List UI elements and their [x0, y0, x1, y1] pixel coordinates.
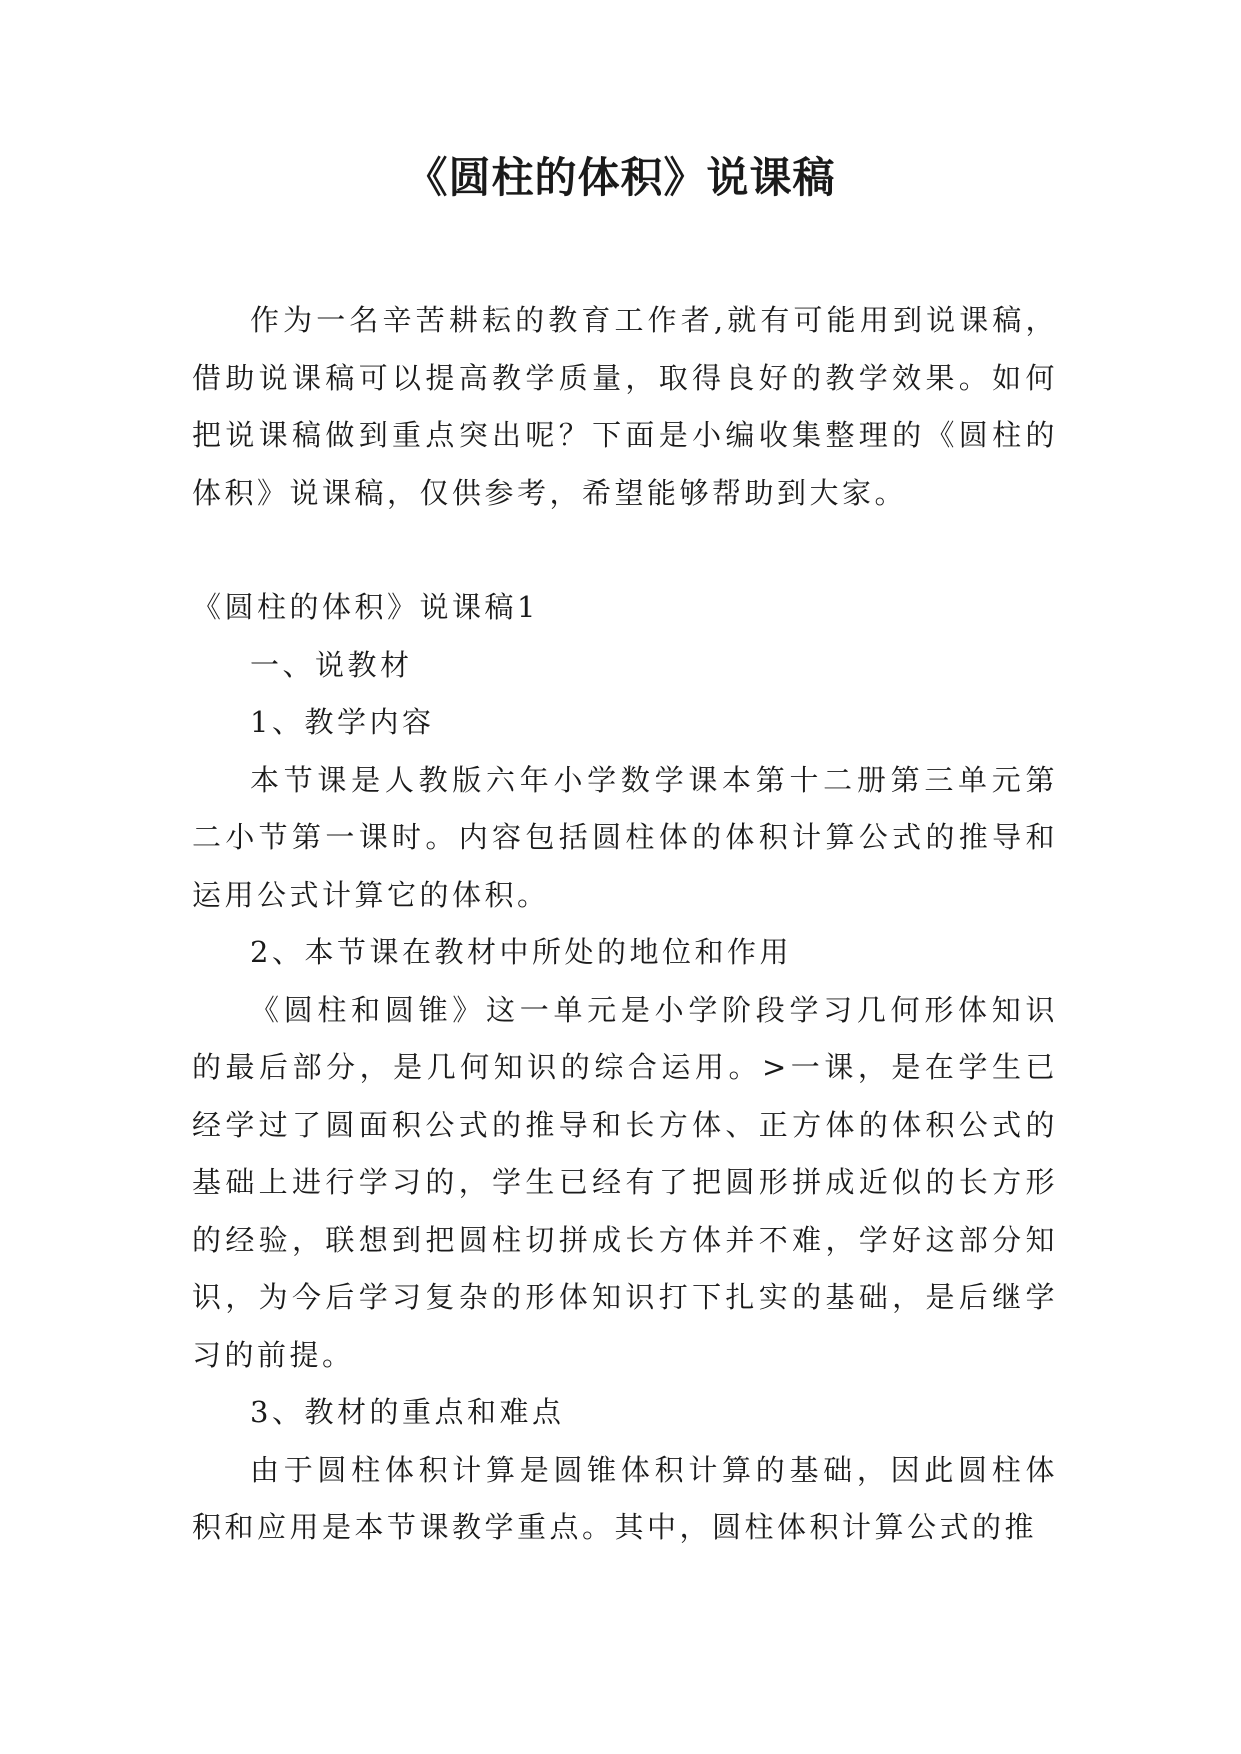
- intro-paragraph: 作为一名辛苦耕耘的教育工作者,就有可能用到说课稿，借助说课稿可以提高教学质量，取得良好的教学效果。如何把说课稿做到重点突出呢？下面是小编收集整理的《圆柱的体积》说课稿，仅供参考，希望能够帮助到大家。: [192, 303, 1058, 510]
- paragraph-teaching-content: 本节课是人教版六年小学数学课本第十二册第三单元第二小节第一课时。内容包括圆柱体的体积计算公式的推导和运用公式计算它的体积。: [192, 762, 1058, 912]
- document-body: [192, 292, 1058, 1557]
- paragraph-position-role: 《圆柱和圆锥》这一单元是小学阶段学习几何形体知识的最后部分，是几何知识的综合运用。>一课，是在学生已经学过了圆面积公式的推导和长方体、正方体的体积公式的基础上进行学习的，学生已经有了把圆形拼成近似的长方形的经验，联想到把圆柱切拼成长方体并不难，学好这部分知识，为今后学习复杂的形体知识打下扎实的基础，是后继学习的前提。: [192, 992, 1058, 1372]
- subheading-teaching-content: 1、教学内容: [250, 705, 435, 739]
- subheading-key-points: 3、教材的重点和难点: [250, 1395, 565, 1429]
- section-title: 《圆柱的体积》说课稿1: [192, 590, 539, 624]
- subheading-position-role: 2、本节课在教材中所处的地位和作用: [250, 935, 792, 969]
- paragraph-key-points: 由于圆柱体积计算是圆锥体积计算的基础，因此圆柱体积和应用是本节课教学重点。其中，圆柱体积计算公式的推: [192, 1452, 1058, 1544]
- heading-teaching-material: 一、说教材: [250, 647, 413, 682]
- document-title: 《圆柱的体积》说课稿: [405, 153, 836, 202]
- paragraph-gap: [192, 522, 1058, 579]
